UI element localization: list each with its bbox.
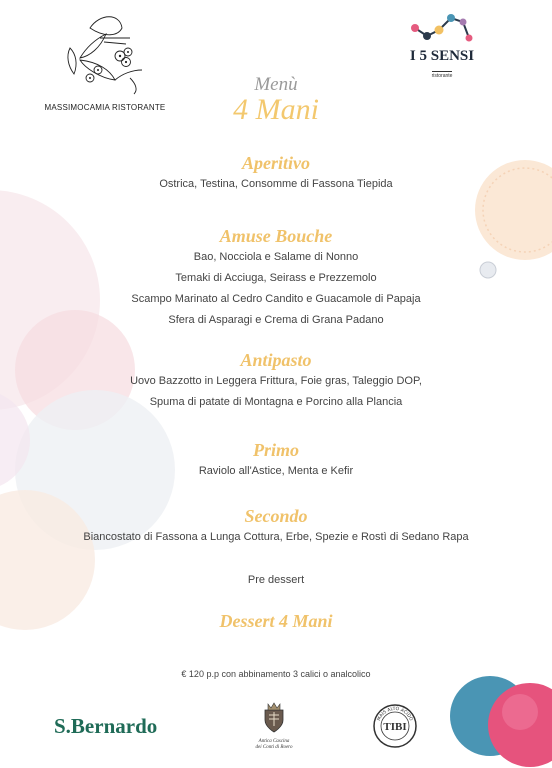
price-note: € 120 p.p con abbinamento 3 calici o analcolico (181, 669, 371, 679)
brand-right-sub: ristorante (431, 73, 453, 79)
section-aperitivo (0, 152, 552, 195)
brand-left-name: MASSIMOCAMIA RISTORANTE (44, 103, 166, 112)
menu-word: Menù (254, 74, 298, 95)
section-title: Antipasto (240, 350, 312, 370)
tibi-ring-text: MAIS ALTO ACIDO (376, 706, 414, 722)
dish-line: Scampo Marinato al Cedro Candito e Guacamole di Papaja (131, 293, 421, 305)
section-primo (0, 439, 552, 482)
decor-circle-pink-hl (502, 694, 538, 730)
i5sensi-logo (400, 12, 484, 82)
section-title: Dessert 4 Mani (219, 611, 333, 631)
dish-line: Raviolo all'Astice, Menta e Kefir (198, 465, 354, 477)
section-pre-dessert (0, 570, 552, 591)
section-amuse-bouche (0, 225, 552, 331)
coat-of-arms-icon (261, 702, 287, 734)
menu-title: 4 Mani (233, 93, 319, 126)
section-title: Amuse Bouche (219, 226, 333, 246)
dish-line: Ostrica, Testina, Consomme di Fassona Tiepida (159, 178, 393, 190)
dish-line: Uovo Bazzotto in Leggera Frittura, Foie gras, Taleggio DOP, (130, 375, 422, 387)
cascina-line1: Antica Cascina (258, 739, 290, 744)
section-title: Secondo (244, 506, 308, 526)
molecule-dots-icon (407, 12, 477, 42)
dish-line: Biancostato di Fassona a Lunga Cottura, Erbe, Spezie e Rostì di Sedano Rapa (83, 531, 469, 543)
dish-line: Temaki di Acciuga, Seirass e Prezzemolo (175, 272, 377, 284)
section-secondo (0, 505, 552, 548)
cascina-logo (244, 702, 304, 751)
sbernardo-logo: S.Bernardo (54, 714, 158, 738)
dish-line: Bao, Nocciola e Salame di Nonno (193, 251, 359, 263)
tibi-text: TIBI (383, 721, 407, 733)
section-dessert (0, 610, 552, 632)
brand-right-name: I 5 SENSI (409, 48, 475, 64)
tibi-logo (372, 703, 418, 749)
dish-line: Pre dessert (247, 574, 305, 586)
section-title: Aperitivo (242, 153, 310, 173)
cascina-line2: dei Conti di Roero (255, 745, 293, 750)
dish-line: Spuma di patate di Montagna e Porcino alla Plancia (149, 396, 403, 408)
section-antipasto (0, 349, 552, 413)
dish-line: Sfera di Asparagi e Crema di Grana Padano (168, 314, 384, 326)
section-title: Primo (252, 440, 299, 460)
